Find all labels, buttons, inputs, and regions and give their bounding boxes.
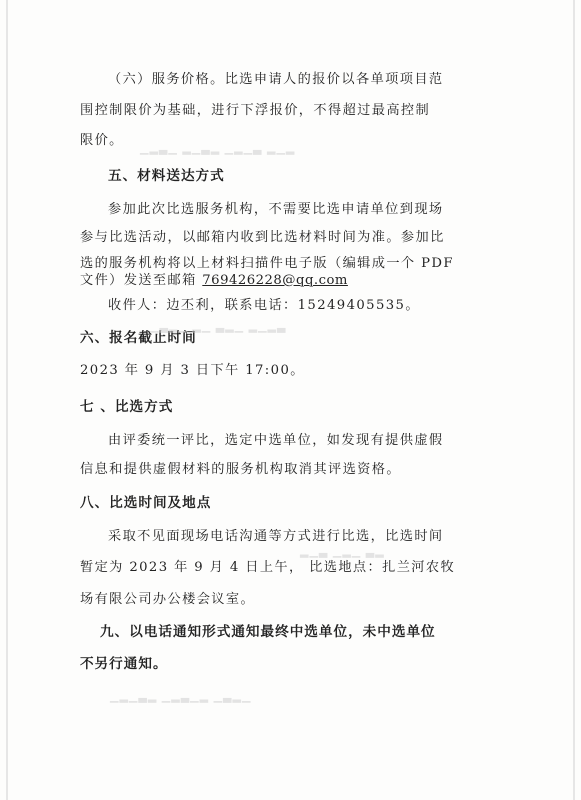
- deadline-text: 2023 年 9 月 3 日下午 17:00。: [80, 363, 305, 378]
- section-5-heading: 五、材料送达方式: [108, 168, 225, 184]
- section-5-para-line-3: 选的服务机构将以上材料扫描件电子版（编辑成一个 PDF: [80, 256, 454, 271]
- bleed-through-text: ▁▃▂▁ ▂▁ ▃▂▁ ▂▁▂▃: [150, 320, 287, 333]
- page-edge-left: [6, 0, 8, 800]
- section-5-para-line-4: [80, 271, 348, 291]
- section-8-para-line-1: 采取不见面现场电话沟通等方式进行比选，比选时间: [108, 529, 444, 544]
- service-price-line-3: 限价。: [80, 133, 124, 148]
- section-7-para-line-2: 信息和提供虚假材料的服务机构取消其评选资格。: [80, 462, 401, 477]
- section-8-heading: 八、比选时间及地点: [80, 495, 212, 511]
- section-7-para-line-1: 由评委统一评比，选定中选单位，如发现有提供虚假: [108, 433, 444, 448]
- section-6-heading: 六、报名截止时间: [80, 330, 197, 346]
- section-8-para-line-2: 暂定为 2023 年 9 月 4 日上午， 比选地点：扎兰河农牧: [80, 560, 456, 575]
- page-edge-right: [573, 0, 575, 800]
- bleed-through-text: ▂▁▃ ▁▂▁ ▃▂: [300, 545, 385, 558]
- bleed-through-text: ▁▂▁▃▂ ▁▂▃▁▂ ▁▃▂▁: [110, 690, 252, 703]
- section-5-para-line-2: 参与比选活动，以邮箱内收到比选材料时间为准。参加比: [80, 230, 445, 245]
- bleed-through-text: ▁▂▃▁ ▂▁▃▂ ▁▂▁▃ ▂▁▂: [140, 142, 296, 155]
- recipient-contact: 收件人：边丕利，联系电话：15249405535。: [108, 298, 420, 313]
- section-8-para-line-3: 场有限公司办公楼会议室。: [80, 592, 256, 607]
- service-price-line-1: （六）服务价格。比选申请人的报价以各单项项目范: [108, 72, 444, 87]
- service-price-line-2: 围控制限价为基础，进行下浮报价，不得超过最高控制: [80, 103, 431, 118]
- section-9-heading-line-2: 不另行通知。: [80, 656, 168, 672]
- email-prefix: 文件）发送至邮箱: [80, 273, 203, 288]
- section-5-para-line-1: 参加此次比选服务机构，不需要比选申请单位到现场: [108, 202, 444, 217]
- section-9-heading-line-1: 九、以电话通知形式通知最终中选单位，未中选单位: [100, 624, 436, 640]
- email-link[interactable]: 769426228@qq.com: [202, 273, 348, 288]
- section-7-heading: 七 、比选方式: [80, 399, 174, 415]
